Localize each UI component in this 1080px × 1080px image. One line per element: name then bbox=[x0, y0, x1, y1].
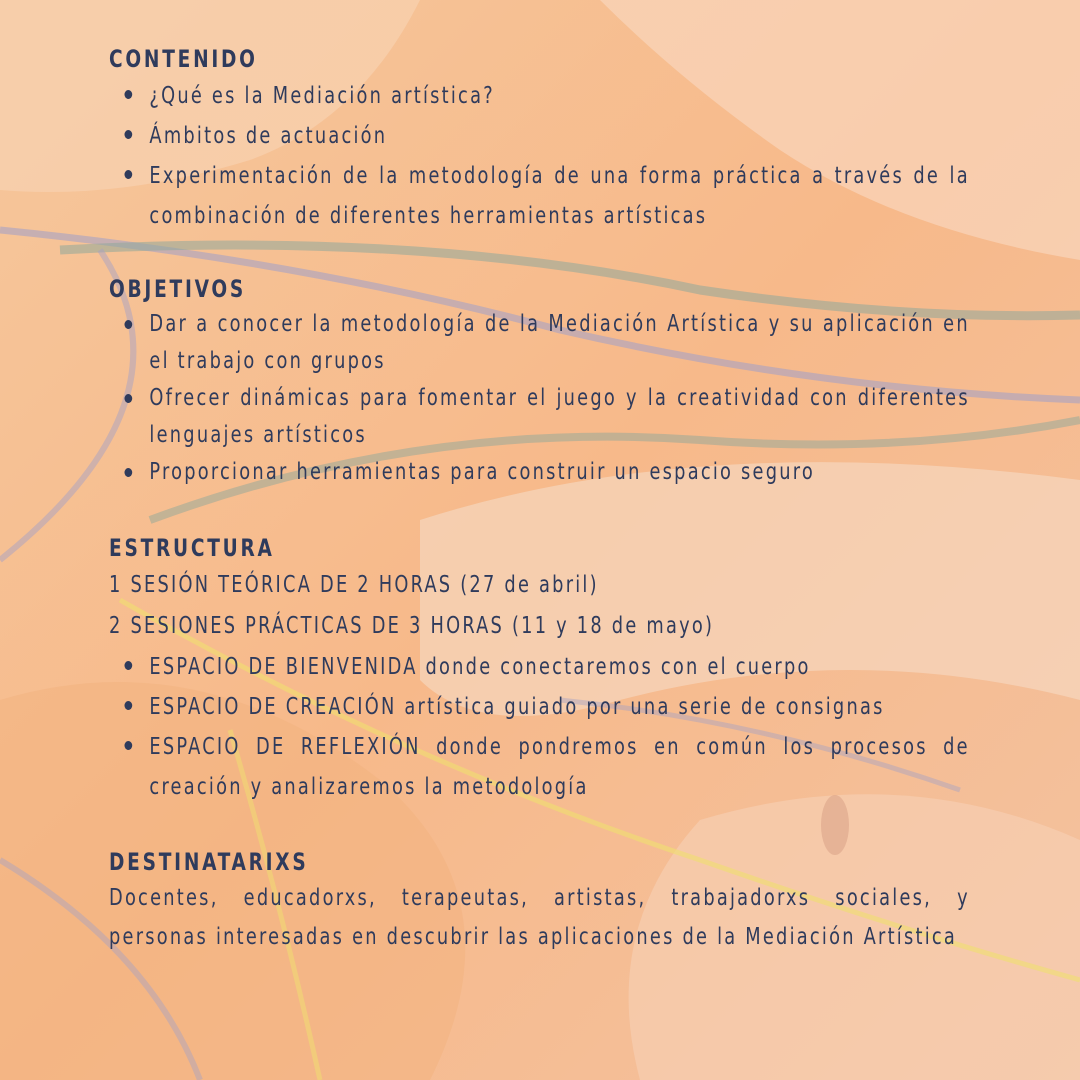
estructura-line: 2 SESIONES PRÁCTICAS DE 3 HORAS (11 y 18 de mayo) bbox=[109, 613, 715, 639]
estructura-list bbox=[109, 647, 970, 807]
list-item: ¿Qué es la Mediación artística? bbox=[109, 76, 970, 116]
list-item: Dar a conocer la metodología de la Mediación Artística y su aplicación en el trabajo con grupos bbox=[109, 306, 970, 380]
objetivos-heading: OBJETIVOS bbox=[109, 275, 247, 303]
contenido-list bbox=[109, 76, 970, 236]
list-item: Experimentación de la metodología de una forma práctica a través de la combinación de diferentes herramientas artísticas bbox=[109, 156, 970, 236]
contenido-heading: CONTENIDO bbox=[109, 45, 258, 73]
list-item: Ámbitos de actuación bbox=[109, 116, 970, 156]
objetivos-list bbox=[109, 306, 970, 491]
estructura-line: 1 SESIÓN TEÓRICA DE 2 HORAS (27 de abril) bbox=[109, 572, 599, 598]
list-item: ESPACIO DE REFLEXIÓN donde pondremos en común los procesos de creación y analizaremos la metodología bbox=[109, 727, 970, 807]
list-item: ESPACIO DE BIENVENIDA donde conectaremos con el cuerpo bbox=[109, 647, 970, 687]
list-item: ESPACIO DE CREACIÓN artística guiado por una serie de consignas bbox=[109, 687, 970, 727]
list-item: Ofrecer dinámicas para fomentar el juego y la creatividad con diferentes lenguajes artísticos bbox=[109, 380, 970, 454]
list-item: Proporcionar herramientas para construir un espacio seguro bbox=[109, 454, 970, 491]
estructura-heading: ESTRUCTURA bbox=[109, 534, 275, 562]
destinatarixs-heading: DESTINATARIXS bbox=[109, 848, 309, 876]
content-area bbox=[109, 42, 970, 957]
destinatarixs-text: Docentes, educadorxs, terapeutas, artistas, trabajadorxs sociales, y personas interesadas en descubrir las aplicaciones de la Mediación Artística bbox=[109, 885, 970, 950]
